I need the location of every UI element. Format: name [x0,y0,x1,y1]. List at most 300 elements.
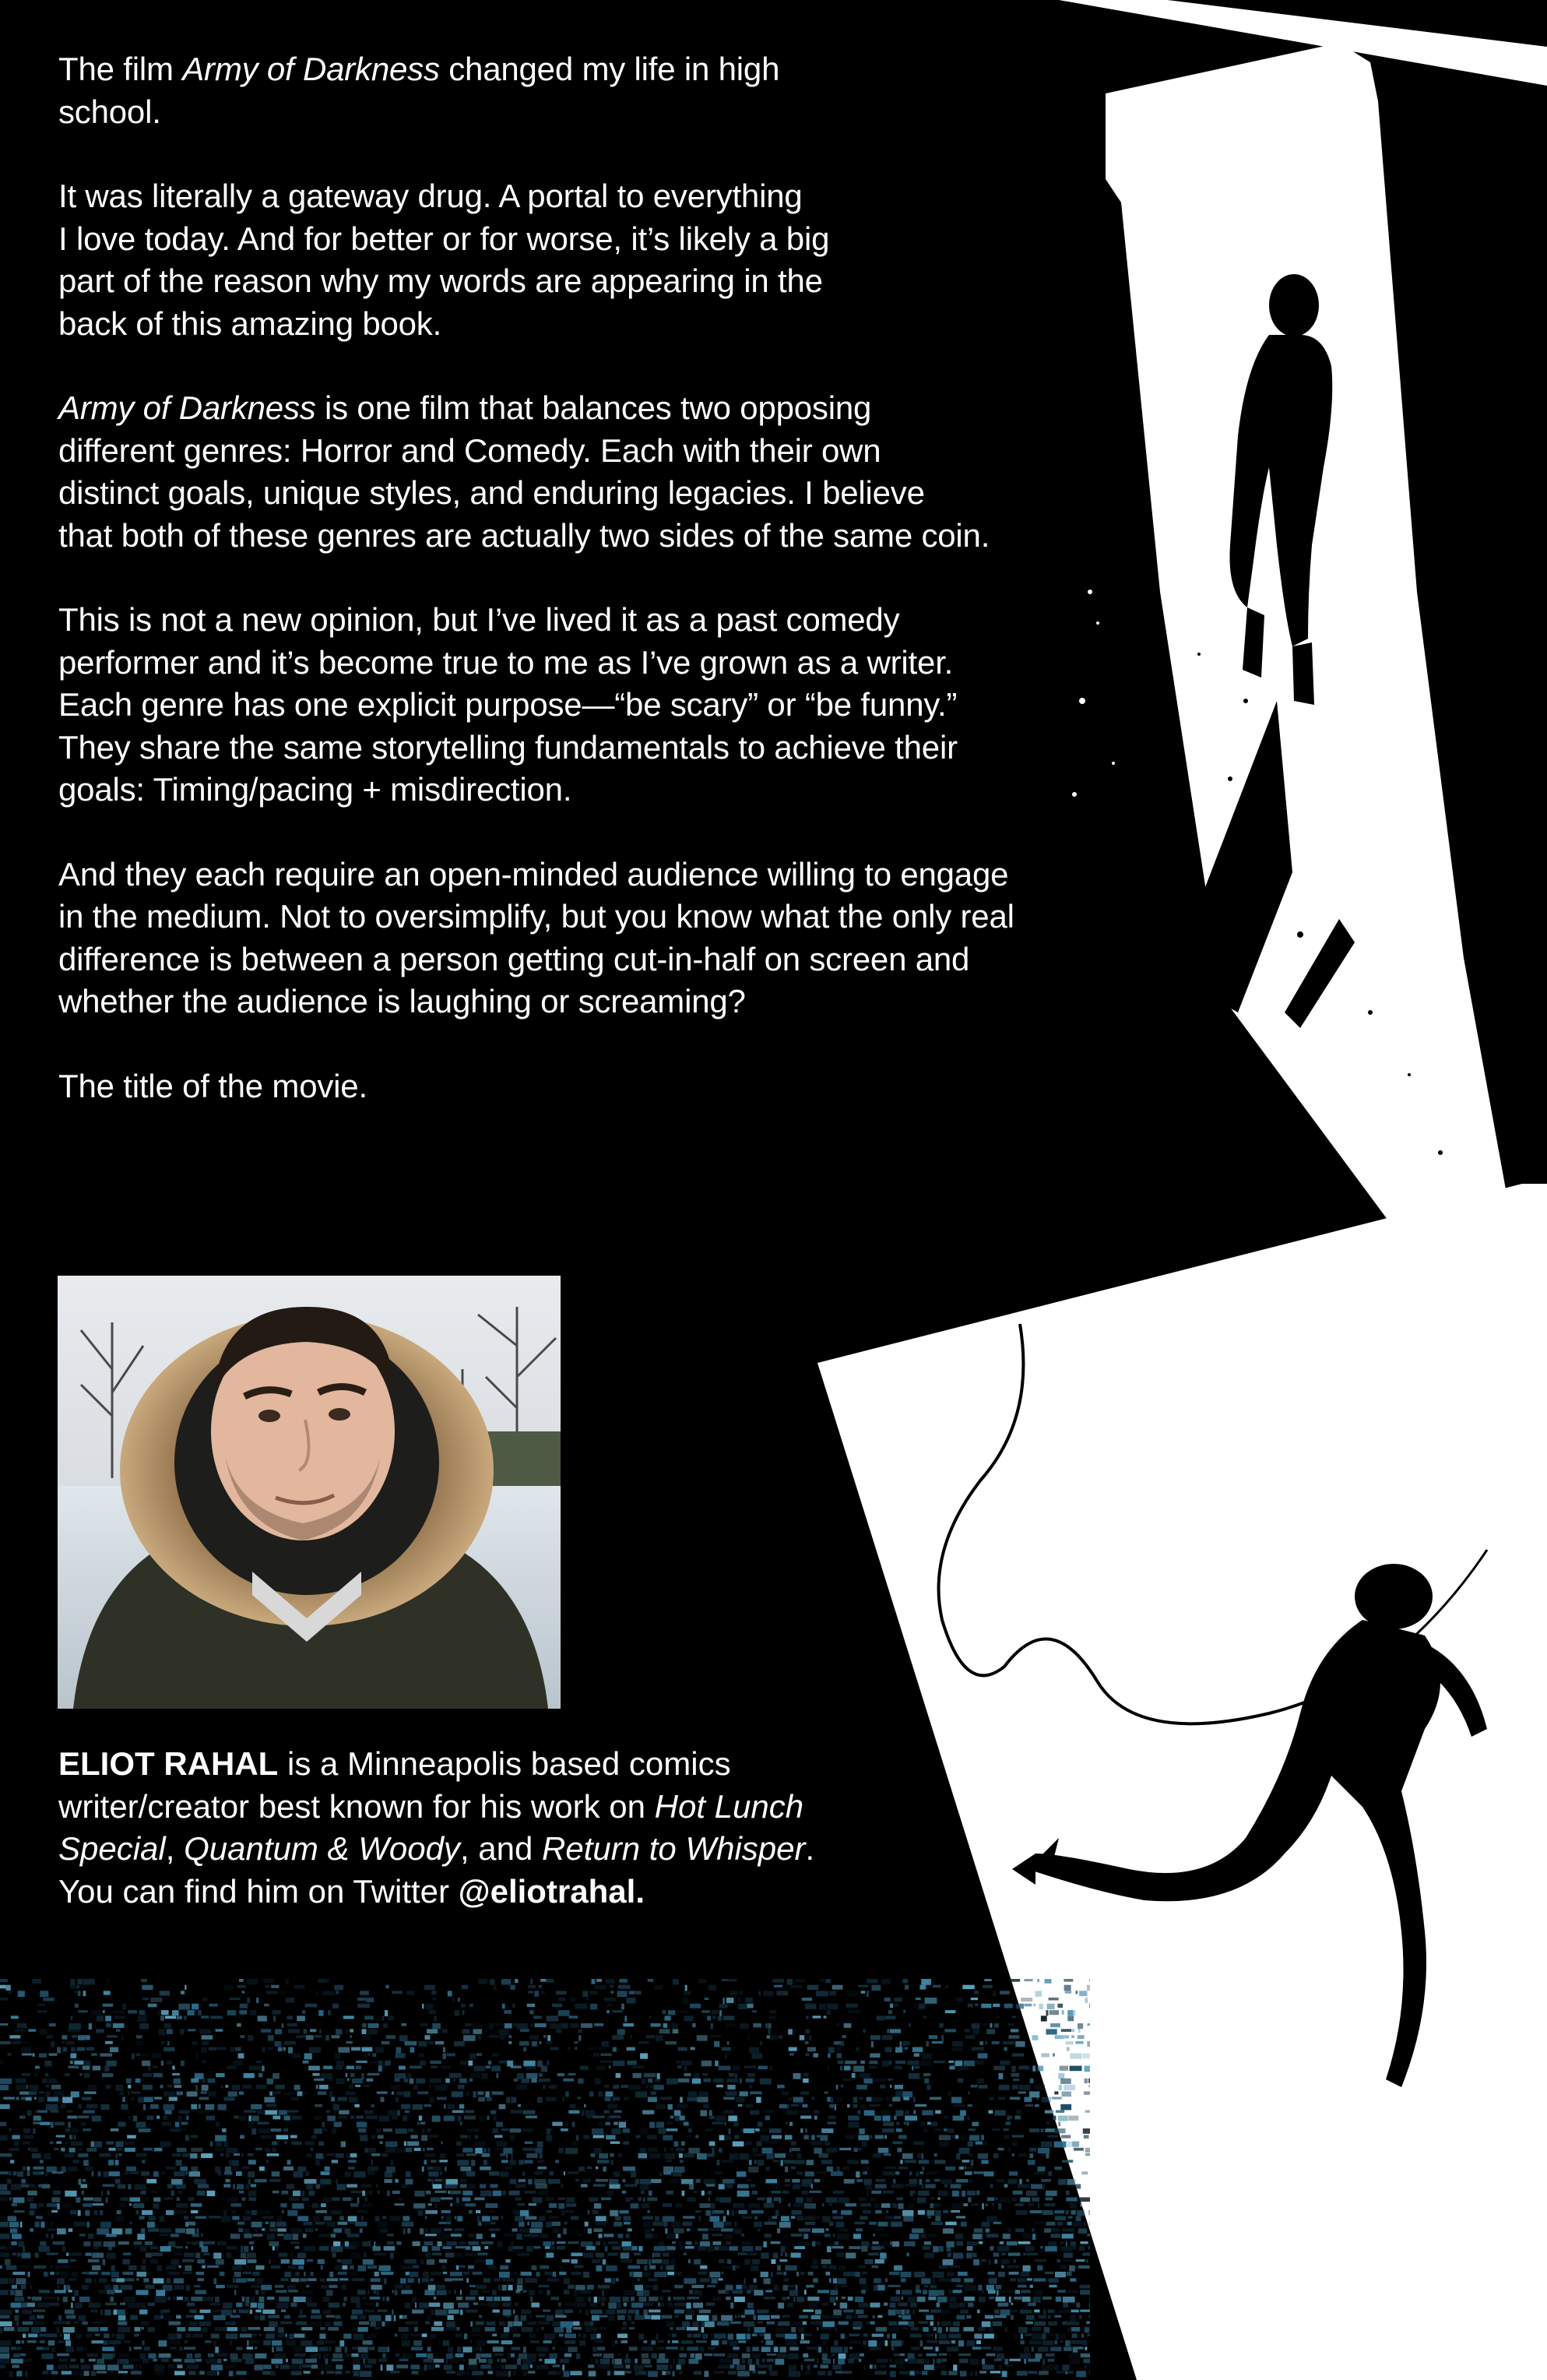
glitch-bit [933,2061,944,2064]
glitch-bit [952,2041,962,2047]
glitch-bit [973,2259,979,2266]
glitch-bit [902,2290,912,2294]
glitch-bit [673,2359,675,2365]
glitch-bit [825,2197,837,2202]
glitch-bit [898,2135,907,2139]
glitch-bit [460,2122,462,2126]
glitch-bit [568,2111,579,2114]
glitch-bit [688,2128,692,2132]
glitch-bit [1002,2253,1006,2256]
glitch-bit [607,2116,610,2121]
glitch-bit [28,2148,30,2150]
glitch-bit [454,2228,464,2230]
glitch-bit [935,2334,937,2340]
glitch-bit [706,2184,715,2186]
glitch-bit [115,2160,119,2165]
glitch-bit [919,2322,928,2324]
glitch-bit [789,2122,793,2126]
glitch-bit [208,2091,216,2097]
glitch-bit [563,2228,567,2234]
glitch-bit [177,2197,180,2201]
glitch-bit [353,2371,359,2376]
glitch-bit [363,2259,374,2265]
glitch-bit [883,2171,895,2175]
glitch-bit [236,2278,247,2283]
glitch-bit [749,2085,751,2089]
glitch-bit [624,2184,637,2187]
glitch-bit [294,2085,301,2090]
glitch-bit [50,2111,58,2113]
glitch-bit [364,2253,367,2258]
glitch-bit [0,1985,5,1989]
glitch-bit [719,2010,722,2016]
glitch-bit [727,2041,729,2045]
glitch-bit [70,1985,76,1989]
glitch-bit [839,2197,850,2202]
glitch-bit [1058,2310,1069,2314]
glitch-bit [668,2104,673,2110]
glitch-bit [264,2004,269,2007]
glitch-bit [652,2222,663,2226]
glitch-bit [913,2191,915,2194]
glitch-bit [833,2191,844,2194]
glitch-bit [377,2290,379,2295]
glitch-bit [689,2184,694,2189]
glitch-bit [988,2111,993,2114]
glitch-bit [834,2303,836,2306]
glitch-bit [500,2035,505,2040]
glitch-bit [427,2148,434,2150]
glitch-bit [435,2364,440,2368]
glitch-bit [733,2066,740,2071]
glitch-bit [462,2197,471,2201]
glitch-bit [832,1985,843,1990]
glitch-bit [382,2354,385,2358]
glitch-bit [399,2359,409,2361]
glitch-bit [1020,2354,1031,2359]
glitch-bit [1069,2266,1075,2272]
glitch-bit [480,2167,491,2171]
glitch-bit [470,2290,478,2295]
glitch-bit [406,2322,418,2325]
glitch-bit [444,2104,446,2109]
glitch-bit [258,2128,270,2133]
glitch-bit [149,2216,156,2220]
glitch-bit [1008,2253,1021,2256]
glitch-bit [6,2266,16,2270]
glitch-bit [575,2004,588,2009]
glitch-bit [454,2079,455,2082]
glitch-bit [265,2334,275,2339]
glitch-bit [1064,1979,1073,1982]
glitch-bit [72,2297,75,2301]
glitch-bit [984,2334,994,2339]
glitch-bit [506,2259,511,2262]
glitch-bit [332,2359,343,2361]
glitch-bit [1030,2285,1033,2288]
glitch-bit [710,2035,722,2037]
glitch-bit [30,2203,37,2209]
glitch-bit [925,2359,930,2364]
glitch-bit [1078,2035,1085,2039]
glitch-bit [619,1979,628,1983]
glitch-bit [374,2272,379,2276]
glitch-bit [37,2010,47,2013]
glitch-bit [40,2122,50,2125]
glitch-bit [877,2340,884,2347]
glitch-bit [881,2111,891,2117]
glitch-bit [515,2303,519,2306]
glitch-bit [502,2004,505,2009]
glitch-bit [0,2197,8,2201]
glitch-bit [89,2272,98,2275]
glitch-bit [315,2160,320,2165]
glitch-bit [848,2359,854,2364]
glitch-bit [318,2142,324,2146]
glitch-bit [338,2222,348,2225]
glitch-bit [422,2278,429,2282]
glitch-bit [306,2035,314,2040]
glitch-bit [753,2148,755,2153]
glitch-bit [177,2334,182,2339]
glitch-bit [550,2171,554,2175]
glitch-bit [328,2327,339,2331]
glitch-bit [396,2053,406,2058]
glitch-bit [719,2004,728,2009]
glitch-bit [410,2327,411,2331]
glitch-bit [0,2104,10,2109]
glitch-bit [384,2246,396,2251]
glitch-bit [845,2135,855,2139]
glitch-bit [220,2153,223,2156]
glitch-bit [733,2347,740,2350]
glitch-bit [455,2216,457,2219]
glitch-bit [143,2148,153,2151]
glitch-bit [42,2371,48,2374]
glitch-bit [123,2364,134,2368]
glitch-bit [660,2297,663,2301]
glitch-bit [902,2340,904,2345]
glitch-bit [310,2029,316,2032]
glitch-bit [404,2079,408,2082]
glitch-bit [1086,2322,1090,2324]
glitch-bit [324,2128,328,2132]
glitch-bit [631,2091,633,2093]
glitch-bit [888,2285,901,2287]
glitch-bit [64,2334,70,2340]
glitch-bit [248,2035,254,2040]
glitch-bit [796,1979,805,1982]
glitch-bit [730,2303,733,2309]
glitch-bit [181,2122,188,2125]
glitch-bit [46,2234,49,2237]
glitch-bit [766,2023,768,2028]
glitch-bit [236,2371,246,2375]
glitch-bit [756,2097,761,2104]
glitch-bit [839,2228,849,2231]
glitch-bit [540,1979,547,1982]
glitch-bit [31,2327,40,2332]
glitch-bit [614,2222,622,2227]
glitch-bit [1089,2222,1090,2227]
glitch-bit [474,2066,485,2072]
glitch-bit [488,2266,496,2269]
glitch-bit [672,2334,677,2338]
glitch-bit [187,2116,189,2121]
glitch-bit [21,2047,31,2053]
glitch-bit [198,2010,202,2016]
glitch-bit [952,2191,959,2197]
glitch-bit [602,2041,609,2047]
glitch-bit [902,2310,905,2315]
glitch-bit [482,2216,490,2221]
glitch-bit [107,2253,116,2259]
glitch-bit [592,2347,596,2351]
glitch-bit [311,2322,322,2327]
glitch-bit [261,2135,272,2139]
glitch-bit [454,2290,456,2294]
glitch-bit [823,2322,835,2327]
glitch-bit [765,2234,772,2237]
glitch-bit [1025,2097,1032,2102]
glitch-bit [1043,2359,1045,2365]
glitch-bit [699,1979,707,1983]
glitch-bit [563,2371,569,2377]
glitch-bit [853,2322,863,2328]
glitch-bit [799,2315,808,2318]
glitch-bit [978,2053,988,2058]
glitch-bit [213,2278,216,2284]
glitch-bit [595,2222,606,2226]
glitch-bit [789,2364,796,2371]
glitch-bit [726,2091,737,2096]
glitch-bit [1087,2334,1090,2336]
glitch-bit [1062,2160,1073,2163]
glitch-bit [829,2104,834,2108]
glitch-bit [1034,2310,1039,2313]
glitch-bit [680,2061,691,2065]
glitch-bit [308,2278,316,2281]
glitch-bit [595,2079,601,2085]
glitch-bit [0,2191,11,2195]
glitch-bit [258,2303,264,2309]
glitch-bit [360,2371,372,2377]
glitch-bit [972,2347,982,2350]
glitch-bit [508,2354,509,2359]
glitch-bit [515,2184,526,2188]
glitch-bit [550,2023,561,2029]
glitch-bit [113,2354,115,2358]
glitch-bit [1046,2153,1049,2158]
glitch-bit [532,2041,537,2047]
glitch-bit [815,2216,821,2219]
glitch-bit [1057,2290,1066,2293]
glitch-bit [321,2266,323,2270]
glitch-bit [807,2364,810,2370]
glitch-bit [367,2079,374,2082]
glitch-bit [964,2278,973,2282]
glitch-bit [592,2128,603,2135]
glitch-bit [256,2278,263,2284]
glitch-bit [1021,1998,1032,2002]
glitch-bit [628,2266,640,2269]
glitch-bit [715,2197,719,2201]
glitch-bit [835,2371,843,2373]
glitch-bit [1060,2334,1066,2340]
glitch-bit [21,2184,29,2187]
glitch-bit [574,2041,578,2044]
glitch-bit [546,2222,551,2228]
glitch-bit [1061,2029,1072,2032]
glitch-bit [719,2197,731,2202]
glitch-bit [619,2122,626,2128]
glitch-bit [825,2142,831,2146]
glitch-bit [258,2210,271,2214]
glitch-bit [446,2359,448,2364]
glitch-bit [756,2359,759,2365]
glitch-bit [256,2085,267,2090]
glitch-bit [1038,2203,1039,2208]
glitch-bit [1070,2278,1076,2281]
glitch-bit [728,2334,733,2340]
glitch-bit [573,2322,580,2326]
glitch-bit [992,2041,1000,2044]
glitch-bit [300,2278,307,2281]
glitch-bit [217,2359,222,2364]
glitch-bit [270,2222,276,2227]
glitch-bit [247,2278,255,2281]
glitch-bit [699,2203,710,2208]
glitch-bit [316,2153,324,2159]
glitch-bit [442,2266,446,2270]
glitch-bit [648,2371,658,2377]
glitch-bit [928,2297,936,2301]
glitch-bit [909,2073,920,2079]
glitch-bit [578,2035,581,2040]
glitch-bit [1062,2234,1074,2238]
glitch-bit [185,2315,193,2318]
glitch-bit [581,2023,592,2028]
glitch-bit [927,2334,931,2337]
glitch-bit [623,2142,629,2145]
glitch-bit [596,2216,606,2221]
glitch-bit [349,2085,353,2089]
glitch-bit [829,2278,831,2283]
glitch-bit [333,2322,342,2326]
glitch-bit [232,2085,240,2090]
glitch-bit [643,2303,653,2306]
glitch-bit [810,2322,821,2325]
glitch-bit [11,2359,23,2364]
glitch-bit [862,2142,867,2147]
glitch-bit [469,2079,473,2082]
glitch-bit [1075,2041,1083,2044]
glitch-bit [949,2303,958,2308]
glitch-bit [1010,2278,1016,2281]
glitch-bit [925,2184,935,2188]
glitch-bit [1024,2004,1032,2007]
glitch-bit [718,2364,729,2368]
glitch-bit [737,2171,746,2177]
glitch-bit [107,2364,119,2371]
glitch-bit [156,2266,161,2271]
glitch-bit [150,2191,158,2194]
glitch-bit [762,2359,765,2363]
glitch-bit [1058,2116,1068,2121]
glitch-bit [477,2253,487,2255]
glitch-bit [68,2167,77,2171]
glitch-bit [1012,2053,1025,2056]
glitch-bit [723,2016,735,2020]
glitch-bit [934,2128,942,2132]
glitch-bit [874,2371,887,2375]
glitch-bit [175,2246,183,2248]
glitch-bit [1068,2116,1078,2121]
glitch-bit [588,2364,594,2368]
glitch-bit [984,1979,991,1981]
glitch-bit [287,2111,298,2113]
glitch-bit [700,2290,702,2296]
glitch-bit [230,2047,234,2053]
glitch-bit [364,2111,374,2114]
glitch-bit [674,2142,679,2147]
glitch-bit [539,1985,542,1988]
glitch-bit [33,2116,41,2121]
glitch-bit [216,2122,220,2128]
glitch-bit [26,2097,32,2101]
glitch-bit [300,2285,301,2287]
glitch-bit [948,2091,951,2096]
glitch-bit [302,2010,305,2014]
glitch-bit [447,2241,458,2245]
glitch-bit [791,2210,802,2215]
glitch-bit [612,2035,624,2040]
glitch-bit [86,2047,95,2051]
glitch-bit [821,2327,832,2330]
glitch-bit [948,2290,952,2294]
glitch-bit [634,2253,641,2255]
glitch-bit [792,2179,800,2183]
glitch-bit [640,2053,648,2058]
glitch-bit [944,2029,956,2032]
glitch-bit [860,2216,867,2220]
glitch-bit [961,2222,967,2227]
glitch-bit [336,1991,339,1994]
glitch-bit [404,2091,411,2097]
glitch-bit [162,2171,165,2174]
glitch-bit [610,2210,618,2216]
glitch-bit [613,2061,624,2066]
glitch-bit [554,2327,564,2332]
glitch-bit [42,2079,47,2083]
glitch-bit [678,2241,682,2246]
glitch-bit [541,1991,545,1994]
glitch-bit [536,2347,548,2351]
glitch-bit [835,2104,837,2111]
glitch-bit [326,2290,333,2296]
glitch-bit [89,2359,96,2362]
glitch-bit [147,2222,155,2228]
glitch-bit [605,2278,611,2283]
glitch-bit [741,2241,751,2245]
glitch-bit [468,2184,475,2188]
glitch-bit [602,2290,604,2296]
glitch-bit [134,2334,139,2337]
glitch-bit [195,2359,202,2362]
glitch-bit [496,2073,498,2079]
glitch-bit [488,2061,492,2065]
glitch-bit [968,2197,971,2202]
